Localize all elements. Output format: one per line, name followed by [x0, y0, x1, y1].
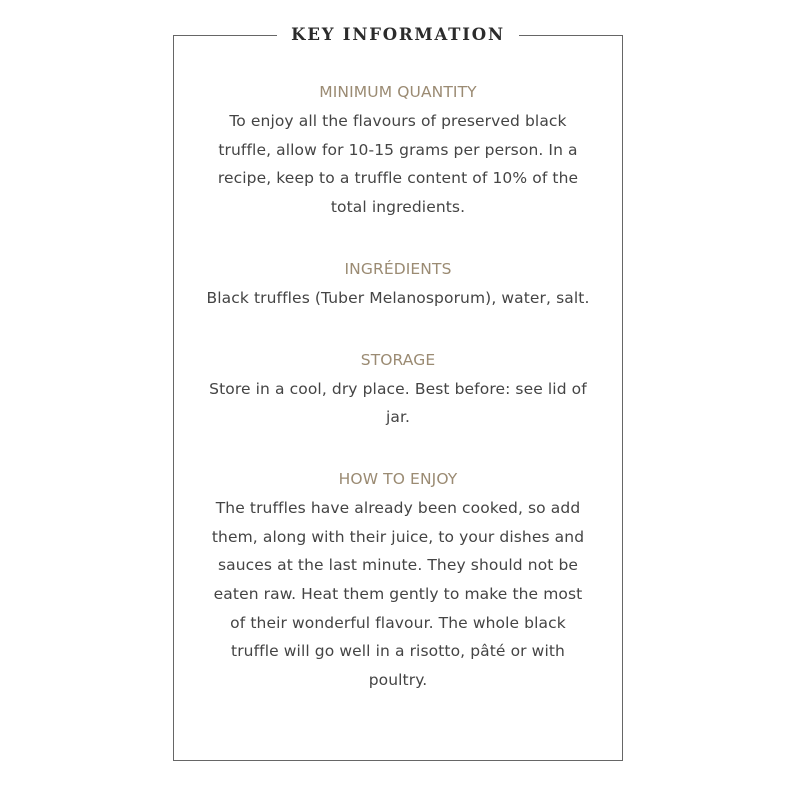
- panel-title: KEY INFORMATION: [277, 25, 519, 44]
- section-heading: HOW TO ENJOY: [338, 469, 458, 488]
- section-body: To enjoy all the flavours of preserved black truffle, allow for 10-15 grams per person. In a recipe, keep to a truffle content of 10% of the total ingredients.: [217, 112, 579, 217]
- section-how-to-enjoy: [204, 465, 592, 695]
- section-heading: STORAGE: [360, 350, 436, 369]
- section-heading: INGRÉDIENTS: [344, 259, 452, 278]
- key-information-panel: [173, 25, 623, 761]
- section-minimum-quantity: [204, 78, 592, 222]
- section-body: Black truffles (Tuber Melanosporum), water, salt.: [206, 288, 590, 307]
- panel-content: [204, 78, 592, 728]
- section-ingredients: [204, 255, 592, 313]
- section-body: Store in a cool, dry place. Best before: see lid of jar.: [209, 379, 587, 427]
- section-storage: [204, 346, 592, 432]
- panel-title-wrapper: [174, 23, 622, 47]
- section-heading: MINIMUM QUANTITY: [319, 83, 477, 101]
- section-body: The truffles have already been cooked, so add them, along with their juice, to your dishes and sauces at the last minute. They should not be eaten raw. Heat them gently to make the most of their wonderful flavour. The whole black truffle will go well in a risotto, pâté or with poultry.: [211, 498, 585, 690]
